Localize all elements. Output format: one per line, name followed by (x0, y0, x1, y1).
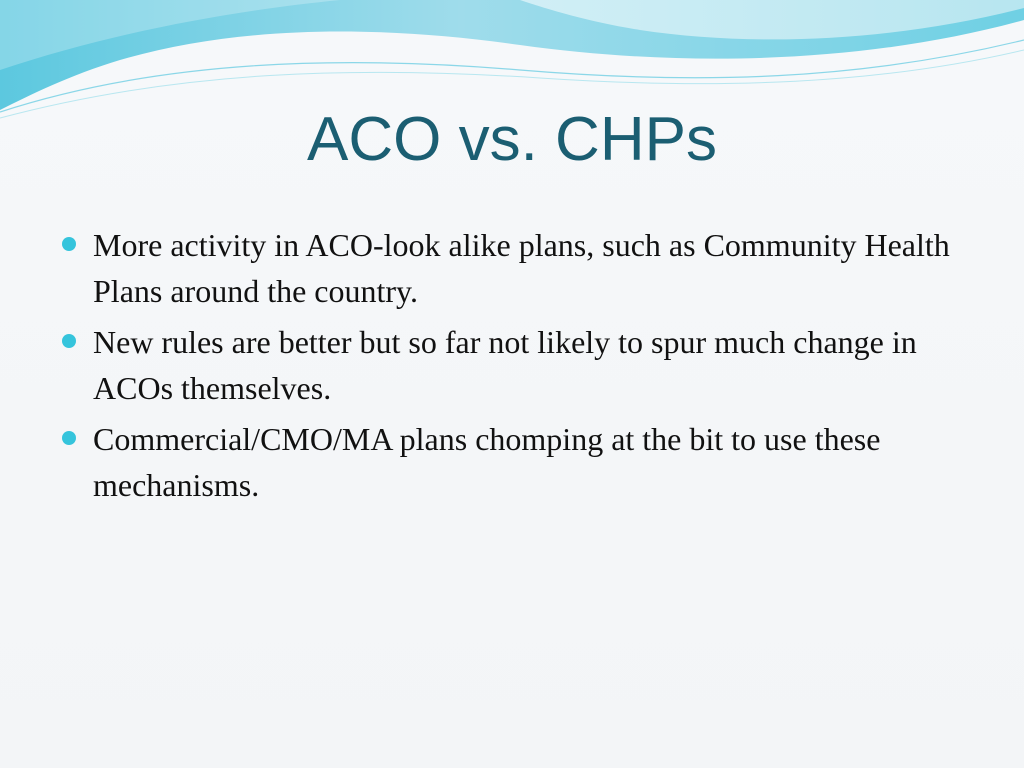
bullet-item (60, 416, 960, 508)
bullet-text: Commercial/CMO/MA plans chomping at the bit to use these mechanisms. (93, 421, 881, 503)
bullet-text: New rules are better but so far not likely to spur much change in ACOs themselves. (93, 324, 917, 406)
bullet-dot-icon (62, 431, 76, 445)
bullet-dot-icon (62, 334, 76, 348)
bullet-item (60, 319, 960, 411)
bullet-text: More activity in ACO-look alike plans, such as Community Health Plans around the country. (93, 227, 950, 309)
bullet-item (60, 222, 960, 314)
slide-title: ACO vs. CHPs (307, 105, 717, 174)
bullet-dot-icon (62, 237, 76, 251)
bullet-list (60, 222, 960, 513)
